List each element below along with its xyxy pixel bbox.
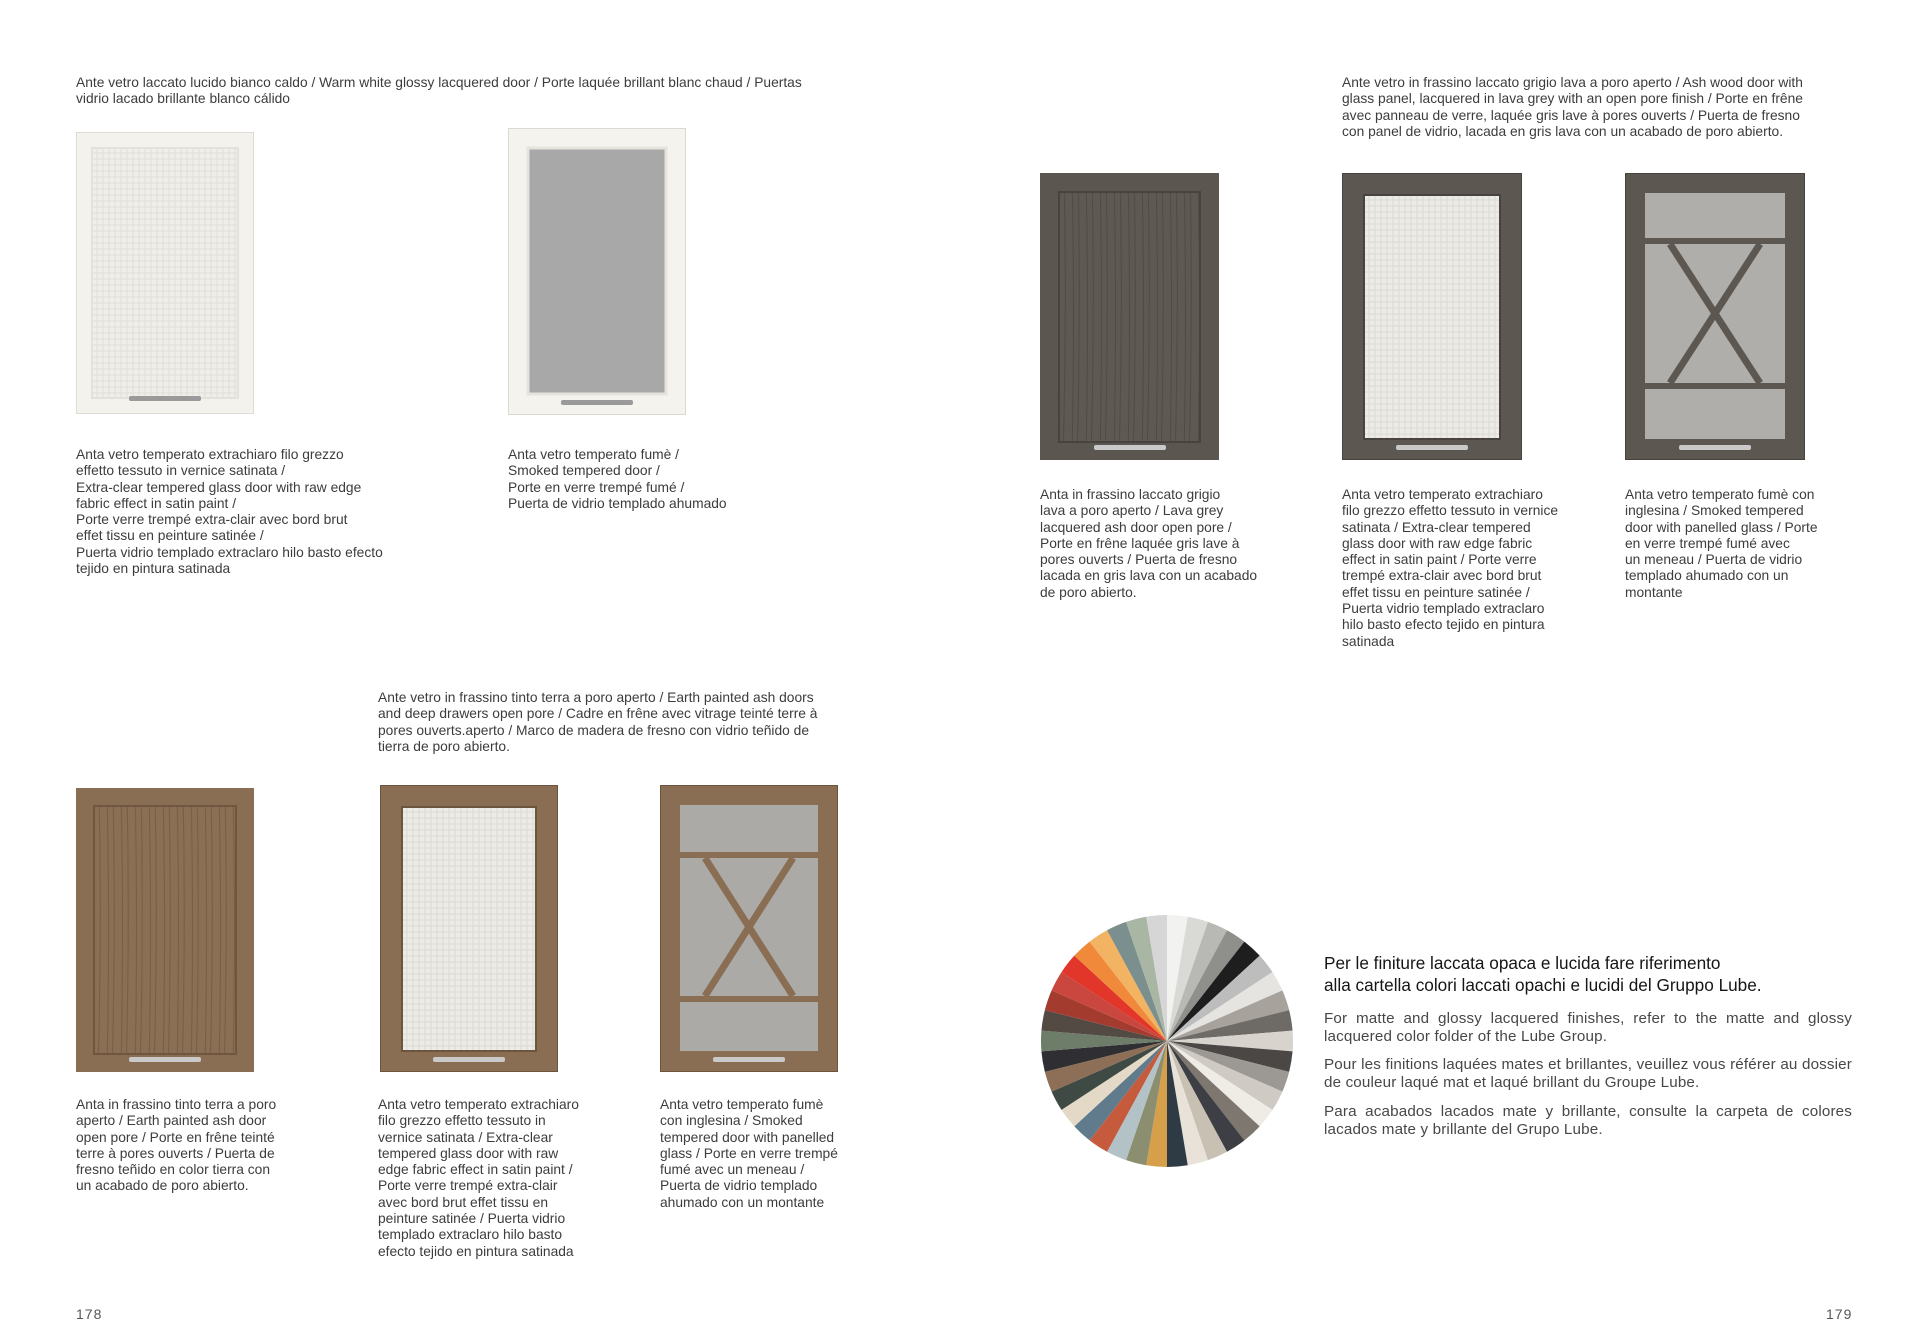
lacquer-note-en: For matte and glossy lacquered finishes, refer to the matte and glossy lacquered color folder of the Lube Group. [1324, 1010, 1852, 1045]
door7-caption: Anta vetro temperato extrachiaro filo grezzo effetto tessuto in vernice satinata / Extra-clear tempered glass door with raw edge fabric effect in satin paint / Porte verre trempé extra-clair avec bord brut effet tissu en peinture satinée / Puerta vidrio templado extraclaro hilo basto efecto tejido en pintura satinada [1342, 487, 1559, 649]
door3-caption: Anta in frassino tinto terra a poro aperto / Earth painted ash door open pore / Porte en frêne teinté terre à pores ouverts / Puerta de fresno teñido en color tierra con un acabado de poro abierto. [76, 1097, 277, 1194]
page-number-left: 178 [76, 1306, 103, 1322]
door-earth-ash-fabric-glass [380, 785, 558, 1072]
lacquer-note-title: Per le finiture laccata opaca e lucida fare riferimento alla cartella colori laccati opachi e lucidi del Gruppo Lube. [1324, 953, 1762, 995]
door-lava-grey-smoked-inglesina [1625, 173, 1805, 460]
door4-caption: Anta vetro temperato extrachiaro filo grezzo effetto tessuto in vernice satinata / Extra-clear tempered glass door with raw edge fabric effect in satin paint / Porte verre trempé extra-clair avec bord brut effet tissu en peinture satinée / Puerta vidrio templado extraclaro hilo basto efecto tejido en pintura satinada [378, 1097, 579, 1259]
lacquer-note-fr: Pour les finitions laquées mates et brillantes, veuillez vous référer au dossier de couleur laqué mat et laqué brillant du Groupe Lube. [1324, 1056, 1852, 1091]
door6-caption: Anta in frassino laccato grigio lava a poro aperto / Lava grey lacquered ash door open pore / Porte en frêne laquée gris lave à pores ouverts / Puerta de fresno lacada en gris lava con un acabado de poro abierto. [1040, 487, 1258, 600]
door-earth-ash-solid [76, 788, 254, 1072]
door8-caption: Anta vetro temperato fumè con inglesina / Smoked tempered door with panelled glass / Porte en verre trempé fumé avec un meneau / Puerta de vidrio templado ahumado con un montante [1625, 487, 1818, 600]
door-white-fabric-glass [76, 132, 254, 414]
lacquer-note-es: Para acabados lacados mate y brillante, consulte la carpeta de colores lacados mate y brillante del Grupo Lube. [1324, 1103, 1852, 1138]
door-lava-grey-solid [1040, 173, 1219, 460]
door2-caption: Anta vetro temperato fumè / Smoked tempered door / Porte en verre trempé fumé / Puerta de vidrio templado ahumado [508, 447, 727, 511]
door-earth-ash-smoked-inglesina [660, 785, 838, 1072]
group1-caption: Ante vetro laccato lucido bianco caldo / Warm white glossy lacquered door / Porte laquée brillant blanc chaud / Puertas vidrio lacado brillante blanco cálido [76, 75, 802, 107]
door5-caption: Anta vetro temperato fumè con inglesina / Smoked tempered door with panelled glass / Porte en verre trempé fumé avec un meneau / Puerta de vidrio templado ahumado con un montante [660, 1097, 838, 1210]
group2-caption: Ante vetro in frassino tinto terra a poro aperto / Earth painted ash doors and deep drawers open pore / Cadre en frêne avec vitrage teinté terre à pores ouverts.aperto / Marco de madera de fresno con vidrio teñido de tierra de poro abierto. [378, 690, 818, 754]
door-lava-grey-fabric-glass [1342, 173, 1522, 460]
group3-caption: Ante vetro in frassino laccato grigio lava a poro aperto / Ash wood door with glass panel, lacquered in lava grey with an open pore finish / Porte en frêne avec panneau de verre, laquée gris lave à pores ouverts / Puerta de fresno con panel de vidrio, lacada en gris lava con un acabado de poro abierto. [1342, 75, 1803, 139]
page-number-right: 179 [1826, 1306, 1853, 1322]
color-swatch-fan [1039, 913, 1295, 1169]
door-white-smoked-glass [508, 128, 686, 415]
door1-caption: Anta vetro temperato extrachiaro filo grezzo effetto tessuto in vernice satinata / Extra-clear tempered glass door with raw edge fabric effect in satin paint / Porte verre trempé extra-clair avec bord brut effet tissu en peinture satinée / Puerta vidrio templado extraclaro hilo basto efecto tejido en pintura satinada [76, 447, 383, 577]
